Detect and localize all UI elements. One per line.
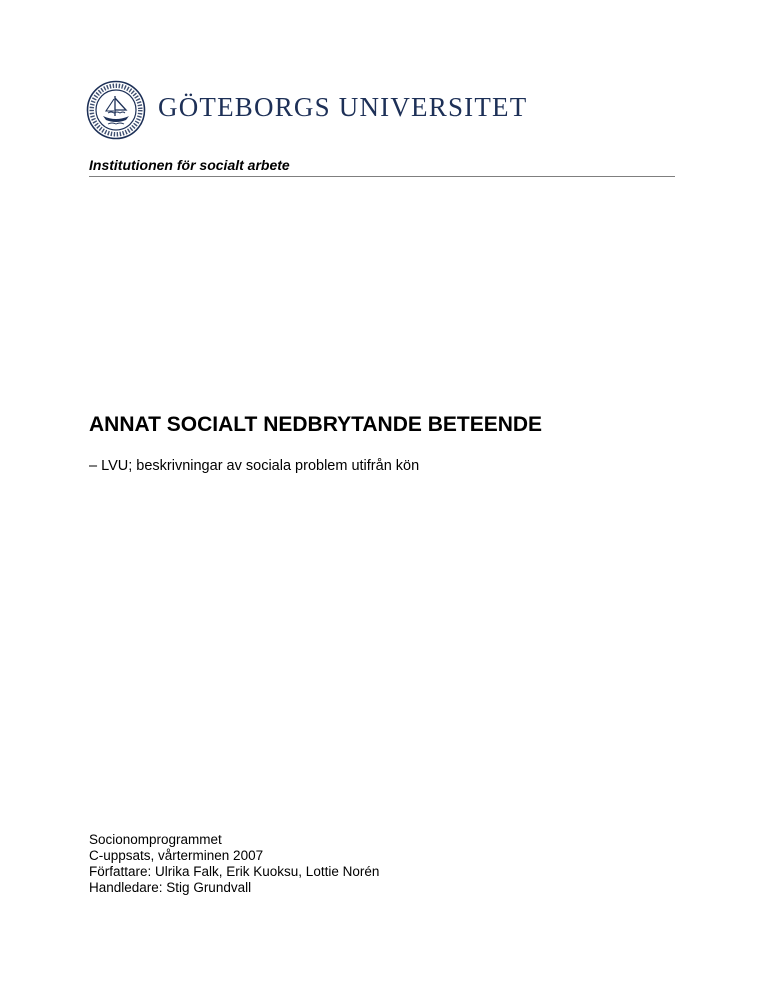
program-line: Socionomprogrammet: [89, 832, 222, 847]
thesis-meta: [89, 832, 379, 896]
university-logo: [86, 80, 528, 138]
authors-line: Författare: Ulrika Falk, Erik Kuoksu, Lottie Norén: [89, 864, 380, 879]
document-title: ANNAT SOCIALT NEDBRYTANDE BETEENDE: [89, 413, 543, 436]
university-seal-icon: [86, 80, 146, 140]
document-subtitle: – LVU; beskrivningar av sociala problem utifrån kön: [89, 458, 420, 474]
header-divider: [89, 176, 675, 177]
university-wordmark: GÖTEBORGS UNIVERSITET: [158, 92, 528, 122]
department-name: Institutionen för socialt arbete: [89, 157, 290, 173]
supervisor-line: Handledare: Stig Grundvall: [89, 880, 252, 895]
thesis-line: C-uppsats, vårterminen 2007: [89, 848, 264, 863]
